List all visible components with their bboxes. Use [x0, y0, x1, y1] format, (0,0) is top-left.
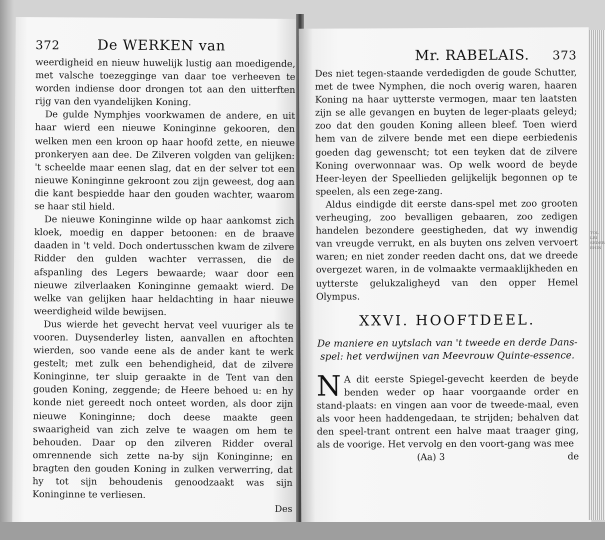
left-running-head: De WERKEN van [97, 37, 226, 55]
paragraph: De gulde Nymphjes voorkwamen de andere, en uit haar wierd een nieuwe Koninginne gekooren, den welken men een kroon op haar hoofd zette, en nieuwe pronkeryen aan dee. De Zilveren volgden van gelijken: 't scheelde maar eenen slag, dat en der selver tot een nieuwe Koninginne gekroont zou zijn geweest, dog aan die kant bespiedde haar den gouden wachter, waarom se haar stil hield. [34, 109, 296, 213]
paragraph: weerdigheid en nieuw huwelijk lustig aan moedigende, met valsche toezegginge van daar toe verheeven te worden indiense door drongen tot aan den uitterften rijg van den vyandelijken Koning. [35, 57, 296, 109]
paragraph: A dit eerste Spiegel-gevecht keerden de beyde benden weder op haar voorgaande order en stand-plaats: en vingen aan voor de tweede-maal, even als voor heen haddengedaan, te strijden; behalven dat den speel-trant ontrent een halve maat traager ging, als de voorige. Het vervolg en den voort-gang was mee [316, 372, 579, 451]
bottom-shadow [0, 522, 605, 540]
right-page-body [315, 66, 578, 303]
right-running-head: Mr. RABELAIS. [414, 47, 530, 65]
right-page-number: 373 [552, 48, 577, 63]
catchword: Des [274, 504, 293, 516]
paragraph: Dus wierde het gevecht hervat veel vuuriger als te vooren. Duysenderley listen, aanvallen en aftochten wierden, soo vande eene als de ander kant te werk gestelt; met zulk een behendigheid, dat de zilvere Koninginne, ter sluip geraakte in de Tent van den gouden Koning, zeggende; de Heere behoed u: en hy konde niet gereedt noch onteet worden, als door zijn nieuwe Koninginne; doch deese maakte geen swaarigheid van zich zelve te waagen om hem te behouden. Daar op den zilveren Ridder overal omrennende sich zette na-by sijn Koninginne; en bragten den gouden Koning in zulken verwerring, dat hy tot sijn behoudenis genoodzaakt was sijn Koninginne te verliesen. [32, 319, 294, 502]
drop-capital: N [316, 369, 342, 403]
catchword: de [567, 451, 579, 463]
signature-mark: (Aa) 3 [416, 452, 446, 464]
left-page-number: 372 [35, 38, 61, 53]
chapter-title: XXVI. HOOFTDEEL. [359, 312, 536, 330]
fore-edge-tab: SEDER [590, 240, 605, 245]
left-page-header [36, 37, 296, 55]
right-page-footer [317, 452, 579, 464]
fore-edge-tabs [590, 230, 605, 250]
fore-edge-tab: LRI [590, 235, 598, 240]
chapter-subtitle: De maniere en uytslach van 't tweede en derde Dans-spel: het verdwijnen van Meevrouw Quinte-essence. [317, 336, 578, 363]
right-page-header [315, 47, 577, 64]
left-page-body [32, 56, 295, 503]
fore-edge [588, 30, 605, 520]
closing-text [316, 369, 579, 452]
fore-edge-tab: TOL [590, 230, 599, 235]
paragraph: De nieuwe Koninginne wilde op haar aankomst zich kloek, moedig en dapper betoonen: en de braave daaden in 't veld. Doch ondertusschen kwam de zilvere Ridder den gulden wachter verrassen, die de afspanling des Legers bewaarde; waar door een nieuwe zilverlaaken Koninginne gemaakt wierd. De welke van gelijken haar heldachting in haar nieuwe weerdigheid wilde bewijsen. [33, 214, 295, 318]
right-page [299, 27, 592, 527]
paragraph: Aldus eindigde dit eerste dans-spel met zoo grooten verheuging, zoo bevalligen gebaaren, zoo zedigen handelen bezondere geestigheden, dat wy inwendig van vreugde verrukt, en als buyten ons zelven vervoert waren; en niet zonder reeden dacht ons, dat we dreede overgezet waren, in de volmaakte vermaaklijkheden en uytterste gelukzaligheyd van den opper Hemel Olympus. [315, 198, 579, 303]
fore-edge-tab: EHIN [590, 245, 602, 250]
left-page-footer [32, 502, 292, 515]
paragraph: Des niet tegen-staande verdedigden de goude Schutter, met de twee Nymphen, die noch overig waren, haaren Koning na haar uytterste vermogen, maar ten laatsten zijn se alle gevangen en buyten de leger-plaats geleyd; zoo dat den gouden Koning alleen bleef. Toen wierd hem van de zilvere bende met een diepe eerbiedenis goeden dag gewenscht; tot een teyken dat de zilvere Koning overwonnaar was. Op welk woord de beyde Heer-leyen der Speellieden gelijkelijk begonnen op te speelen, als een zege-zang. [314, 67, 578, 198]
left-page [12, 17, 304, 524]
